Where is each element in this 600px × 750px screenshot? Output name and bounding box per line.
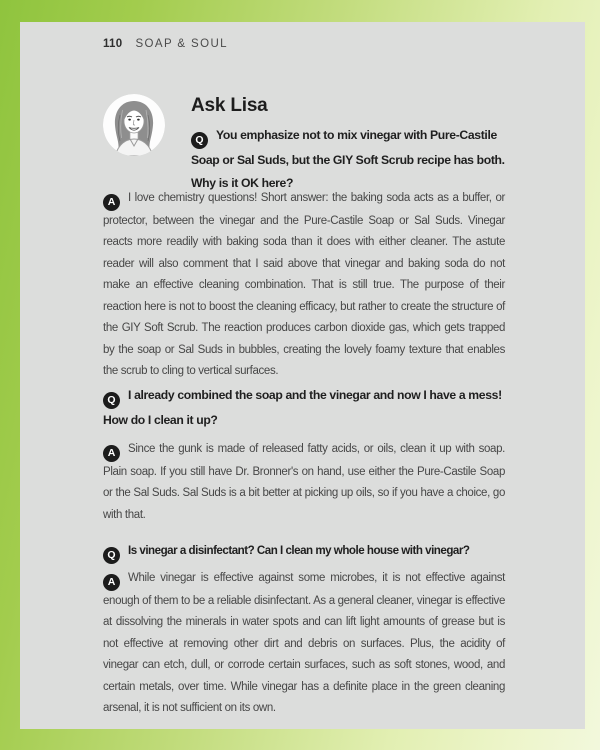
answer-3 xyxy=(103,568,505,720)
section-title: Ask Lisa xyxy=(191,95,268,116)
question-2-text: I already combined the soap and the vinegar and now I have a mess! How do I clean it up? xyxy=(103,388,502,427)
question-1-text: You emphasize not to mix vinegar with Pure-Castile Soap or Sal Suds, but the GIY Soft Scrub recipe has both. Why is it OK here? xyxy=(191,128,505,190)
book-title: SOAP & SOUL xyxy=(135,38,228,50)
lisa-portrait-illustration xyxy=(103,94,165,156)
book-page xyxy=(20,22,585,729)
answer-3-text: While vinegar is effective against some microbes, it is not effective against enough of them to be a reliable disinfectant. As a general cleaner, vinegar is effective at dissolving the minerals in water spots and can lift light amounts of grease but is not effective at removing other dirt and debris on surfaces. Plus, the acidity of vinegar can etch, dull, or corrode certain surfaces, such as soft stones, wood, and certain metals, over time. While vinegar has a definite place in the green cleaning arsenal, it is not sufficient on its own. xyxy=(103,572,505,714)
q-badge-icon: Q xyxy=(103,547,120,564)
a-badge-icon: A xyxy=(103,445,120,462)
page-number: 110 xyxy=(103,38,123,50)
question-1 xyxy=(191,124,505,195)
q-badge-icon: Q xyxy=(191,132,208,149)
answer-1-text: I love chemistry questions! Short answer: the baking soda acts as a buffer, or protector, between the vinegar and the Pure-Castile Soap or Sal Suds. Vinegar reacts more readily with baking soda than it does with either cleaner. The astute reader will also comment that I said above that vinegar and baking soda do not make an effective cleaning combination. That is still true. The purpose of their reaction here is not to boost the cleaning efficacy, but rather to create the structure of the GIY Soft Scrub. The reaction produces carbon dioxide gas, which gets trapped by the soap or Sal Suds in bubbles, creating the lovely foamy texture that enables the scrub to cling to vertical surfaces. xyxy=(103,192,505,377)
question-2 xyxy=(103,384,505,432)
answer-2 xyxy=(103,439,505,526)
question-3-text: Is vinegar a disinfectant? Can I clean my whole house with vinegar? xyxy=(128,544,470,557)
answer-2-text: Since the gunk is made of released fatty acids, or oils, clean it up with soap. Plain soap. If you still have Dr. Bronner's on hand, use either the Pure-Castile Soap or the Sal Suds. Sal Suds is a bit better at picking up oils, so if you have a choice, go with that. xyxy=(103,443,505,521)
a-badge-icon: A xyxy=(103,574,120,591)
question-3 xyxy=(103,539,505,564)
answer-1 xyxy=(103,188,505,383)
ask-lisa-section-head xyxy=(103,94,505,195)
q-badge-icon: Q xyxy=(103,392,120,409)
a-badge-icon: A xyxy=(103,194,120,211)
ask-lisa-text-column xyxy=(191,94,505,195)
running-header xyxy=(103,38,228,50)
